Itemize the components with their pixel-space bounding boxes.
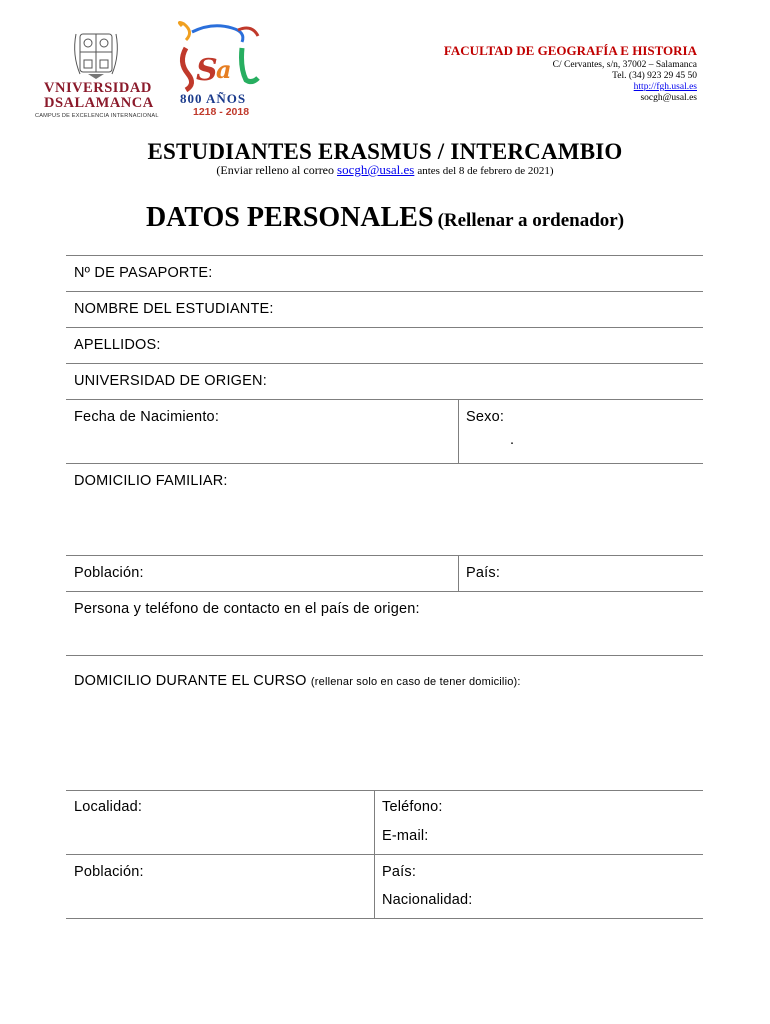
anniversary-dates: 1218 - 2018	[193, 106, 250, 118]
course-address-field[interactable]	[74, 673, 521, 689]
form-divider	[458, 555, 459, 591]
phone-field[interactable]: Teléfono:	[382, 799, 443, 815]
form-rule	[66, 399, 703, 400]
locality-field[interactable]: Localidad:	[74, 799, 143, 815]
emergency-contact-field[interactable]: Persona y teléfono de contacto en el país de origen:	[74, 601, 420, 617]
form-rule	[66, 463, 703, 464]
subtitle-email-link[interactable]: socgh@usal.es	[337, 162, 415, 177]
university-crest-icon	[70, 30, 122, 80]
svg-text:a: a	[216, 55, 232, 84]
form-rule	[66, 327, 703, 328]
document-subtitle	[0, 162, 770, 178]
email-field[interactable]: E-mail:	[382, 828, 429, 844]
university-name-line1: VNIVERSIDAD	[44, 80, 152, 96]
birth-date-field[interactable]: Fecha de Nacimiento:	[74, 409, 220, 425]
country-course-field[interactable]: País:	[382, 864, 417, 880]
form-rule	[66, 363, 703, 364]
form-rule	[66, 918, 703, 919]
subtitle-prefix: (Enviar relleno al correo	[216, 163, 335, 177]
form-rule	[66, 255, 703, 256]
anniversary-years: 800 AÑOS	[180, 91, 247, 106]
town-field[interactable]: Población:	[74, 565, 144, 581]
university-tagline: CAMPUS DE EXCELENCIA INTERNACIONAL	[35, 113, 159, 119]
form-rule	[66, 555, 703, 556]
home-university-field[interactable]: UNIVERSIDAD DE ORIGEN:	[74, 373, 267, 389]
surnames-field[interactable]: APELLIDOS:	[74, 337, 161, 353]
form-divider	[458, 399, 459, 463]
country-field[interactable]: País:	[466, 565, 501, 581]
student-name-field[interactable]: NOMBRE DEL ESTUDIANTE:	[74, 301, 274, 317]
sex-dot: .	[510, 432, 515, 448]
subtitle-suffix: antes del 8 de febrero de 2021)	[417, 165, 554, 177]
form-rule	[66, 291, 703, 292]
section-title-main: DATOS PERSONALES	[145, 202, 434, 233]
course-address-label: DOMICILIO DURANTE EL CURSO	[74, 673, 307, 689]
form-rule	[66, 655, 703, 656]
faculty-address: C/ Cervantes, s/n, 37002 – Salamanca	[552, 60, 697, 70]
svg-text:S: S	[196, 53, 218, 88]
passport-field[interactable]: Nº DE PASAPORTE:	[74, 265, 213, 281]
faculty-title: FACULTAD DE GEOGRAFÍA E HISTORIA	[443, 43, 697, 58]
sex-field[interactable]: Sexo:	[466, 409, 505, 425]
section-title-note: (Rellenar a ordenador)	[437, 210, 625, 231]
form-rule	[66, 591, 703, 592]
nationality-field[interactable]: Nacionalidad:	[382, 892, 473, 908]
home-address-field[interactable]: DOMICILIO FAMILIAR:	[74, 473, 228, 489]
town-course-field[interactable]: Población:	[74, 864, 144, 880]
document-title: ESTUDIANTES ERASMUS / INTERCAMBIO	[147, 139, 623, 164]
faculty-website-link[interactable]: http://fgh.usal.es	[633, 82, 697, 92]
faculty-phone: Tel. (34) 923 29 45 50	[612, 71, 697, 81]
course-address-note: (rellenar solo en caso de tener domicilio):	[310, 676, 521, 688]
form-rule	[66, 790, 703, 791]
university-name-line2: DSALAMANCA	[44, 95, 154, 111]
faculty-email: socgh@usal.es	[640, 93, 697, 103]
section-title	[0, 202, 770, 234]
form-rule	[66, 854, 703, 855]
